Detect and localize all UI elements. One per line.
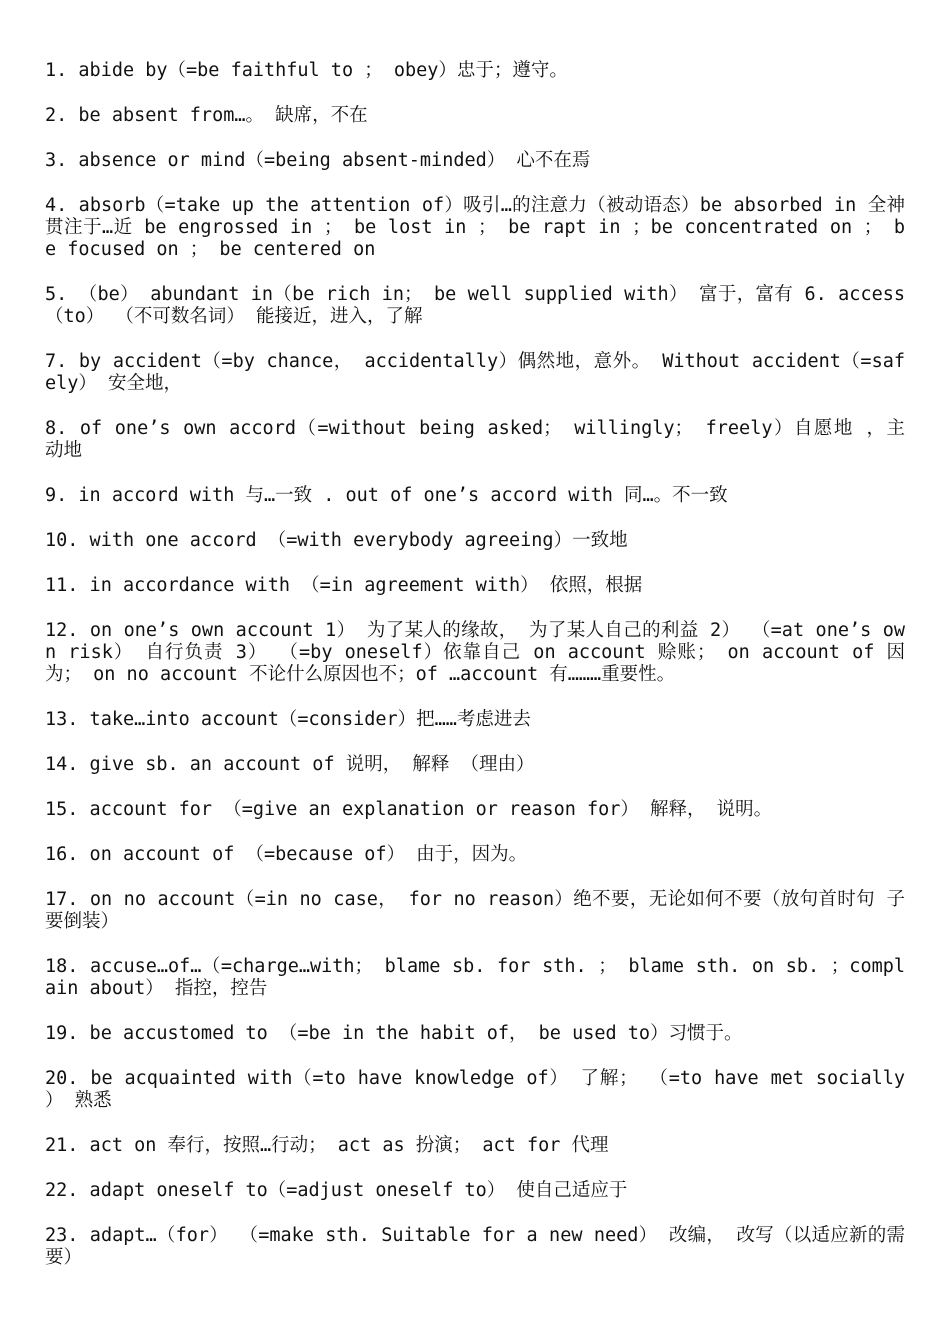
vocab-entry-23: 23. adapt…（for） （=make sth. Suitable for a new need） 改编， 改写（以适应新的需要） bbox=[45, 1225, 905, 1268]
vocab-entry-22: 22. adapt oneself to（=adjust oneself to） 使自己适应于 bbox=[45, 1180, 628, 1201]
vocab-entry-1: 1. abide by（=be faithful to ； obey）忠于；遵守。 bbox=[45, 60, 568, 81]
document-page bbox=[45, 60, 917, 1292]
vocab-entry-2: 2. be absent from…。 缺席，不在 bbox=[45, 105, 368, 126]
vocab-entry-19: 19. be accustomed to （=be in the habit of， be used to）习惯于。 bbox=[45, 1023, 743, 1044]
vocab-entry-17: 17. on no account（=in no case， for no reason）绝不要，无论如何不要（放句首时句 子要倒装） bbox=[45, 889, 905, 932]
vocab-entry-13: 13. take…into account（=consider）把……考虑进去 bbox=[45, 709, 531, 730]
vocab-entry-14: 14. give sb. an account of 说明， 解释 （理由） bbox=[45, 754, 535, 775]
vocab-entry-4: 4. absorb（=take up the attention of）吸引…的注意力（被动语态）be absorbed in 全神贯注于…近 be engrossed in ； be lost in ； be rapt in ；be concentrated on ； be focused on ； be centered on bbox=[45, 195, 905, 260]
vocab-entry-20: 20. be acquainted with（=to have knowledge of） 了解； （=to have met socially ） 熟悉 bbox=[45, 1068, 917, 1111]
vocab-entry-9: 9. in accord with 与…一致 . out of one’s accord with 同…。不一致 bbox=[45, 485, 728, 506]
vocab-entry-3: 3. absence or mind（=being absent-minded） 心不在焉 bbox=[45, 150, 591, 171]
vocab-entry-15: 15. account for （=give an explanation or reason for） 解释， 说明。 bbox=[45, 799, 773, 820]
vocab-entry-18: 18. accuse…of…（=charge…with； blame sb. for sth. ； blame sth. on sb. ；complain about） 指控，控告 bbox=[45, 956, 905, 999]
vocab-entry-7: 7. by accident（=by chance， accidentally）偶然地，意外。 Without accident（=safely） 安全地， bbox=[45, 351, 905, 394]
vocab-entry-11: 11. in accordance with （=in agreement with） 依照，根据 bbox=[45, 575, 643, 596]
vocab-entry-16: 16. on account of （=because of） 由于，因为。 bbox=[45, 844, 528, 865]
vocab-entry-21: 21. act on 奉行，按照…行动； act as 扮演； act for 代理 bbox=[45, 1135, 609, 1156]
vocab-entry-10: 10. with one accord （=with everybody agreeing）一致地 bbox=[45, 530, 628, 551]
vocab-entry-12: 12. on one’s own account 1） 为了某人的缘故， 为了某人自己的利益 2） （=at one’s own risk） 自行负责 3） （=by oneself）依靠自己 on account 赊账； on account of 因为； on no account 不论什么原因也不；of …account 有………重要性。 bbox=[45, 620, 905, 685]
vocab-entry-8: 8. of one’s own accord（=without being asked； willingly； freely）自愿地 ，主 动地 bbox=[45, 418, 917, 461]
vocab-entry-5: 5. （be） abundant in（be rich in； be well supplied with） 富于，富有 6. access （to） （不可数名词） 能接近，进入，了解 bbox=[45, 284, 917, 327]
